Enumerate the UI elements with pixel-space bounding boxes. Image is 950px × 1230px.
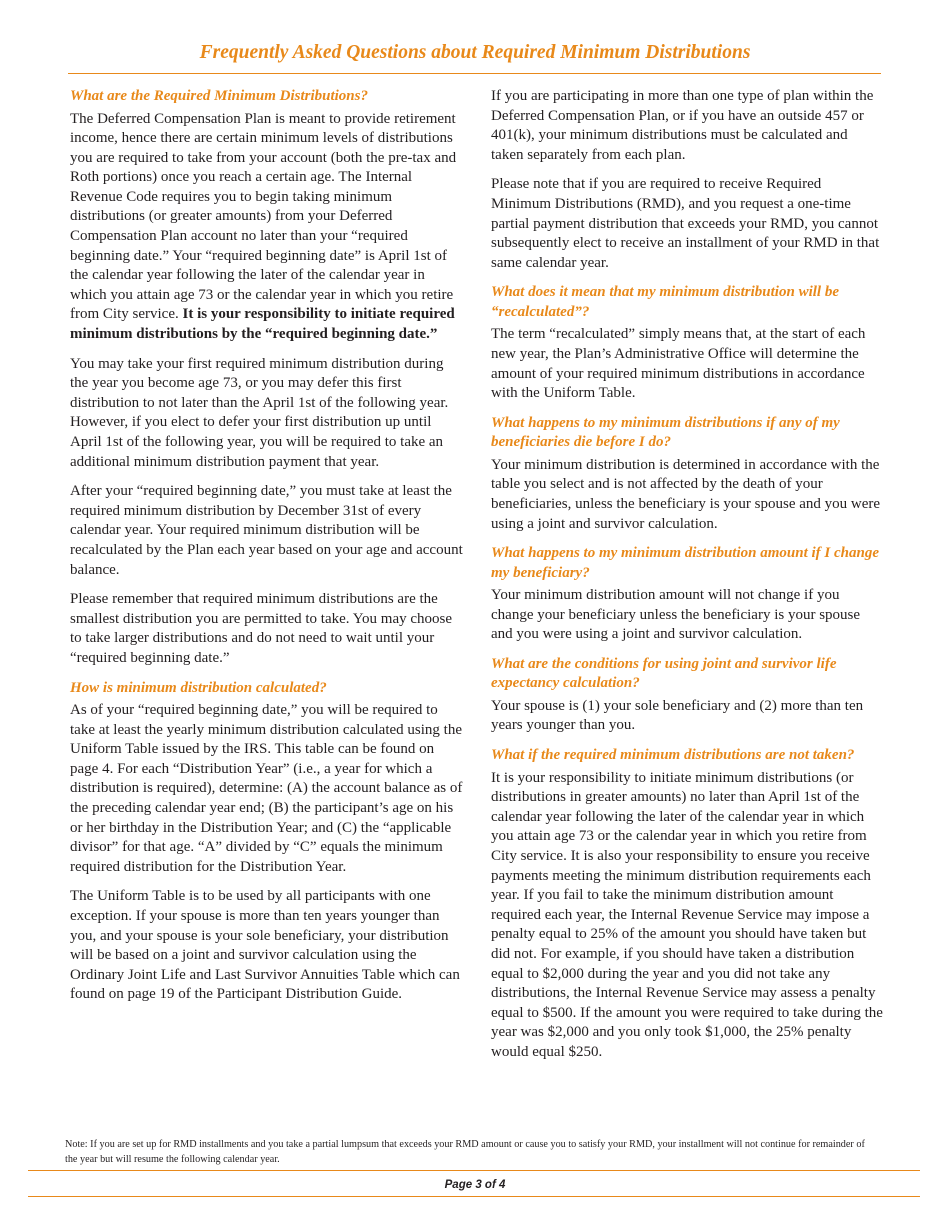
answer-paragraph: You may take your first required minimum distribution during the year you become age 73, or you may defer this first distribution to not later than the April 1st of the following year. However, if you elect to defer your first distribution up until April 1st of the following year, you will be required to take an additional minimum distribution payment that year. [70,355,449,470]
title-divider [68,73,881,74]
answer-paragraph: The Uniform Table is to be used by all participants with one exception. If your spouse is more than ten years younger than you, and your spouse is your sole beneficiary, your distribution will be based on a joint and survivor calculation using the Ordinary Joint Life and Last Survivor Annuities Table which can found on page 19 of the Participant Distribution Guide. [70,888,460,1003]
answer-text: The Deferred Compensation Plan is meant to provide retirement income, hence there are certain minimum levels of distributions you are required to take from your account (both the pre-tax and Roth portions) once you reach a certain age. The Internal Revenue Code requires you to begin taking minimum distributions (or greater amounts) from your Deferred Compensation Plan account no later than your “required beginning date.” Your “required beginning date” is April 1st of the calendar year following the later of the calendar year in which you attain age 73 or the calendar year in which you retire from City service. [70,110,457,323]
answer-paragraph: Please remember that required minimum distributions are the smallest distribution you are permitted to take. You may choose to take larger distributions and do not need to wait until your “required beginning date.” [70,591,453,666]
answer-paragraph: Your spouse is (1) your sole beneficiary and (2) more than ten years younger than you. [491,697,864,734]
right-column [491,87,883,1072]
answer-paragraph: Your minimum distribution is determined in accordance with the table you select and is not affected by the death of your beneficiaries, unless the beneficiary is your spouse and you were using a joint and survivor calculation. [491,456,881,532]
answer-paragraph: As of your “required beginning date,” you will be required to take at least the yearly minimum distribution calculated using the Uniform Table issued by the IRS. This table can be found on page 4. For each “Distribution Year” (i.e., a year for which a distribution is required), determine: (A) the account balance as of the preceding calendar year end; (B) the participant’s age on his or her birthday in the Distribution Year; and (C) the “applicable divisor” for that age. “A” divided by “C” equals the minimum required distribution for the Distribution Year. [70,702,463,875]
answer-emphasis: It is your responsibility to initiate required minimum distributions by the “required beginning date.” [70,306,455,343]
question-heading: What happens to my minimum distribution amount if I change my beneficiary? [491,545,880,581]
page-title: Frequently Asked Questions about Required Minimum Distributions [199,42,751,63]
question-heading: How is minimum distribution calculated? [70,679,327,696]
page-number: Page 3 of 4 [444,1179,506,1191]
question-heading: What happens to my minimum distributions if any of my beneficiaries die before I do? [491,414,840,451]
question-heading: What if the required minimum distributions are not taken? [491,747,855,764]
answer-paragraph: Your minimum distribution amount will not change if you change your beneficiary unless the beneficiary is your spouse and you were using a joint and survivor calculation. [491,587,861,643]
answer-paragraph [70,110,463,345]
answer-paragraph: Please note that if you are required to receive Required Minimum Distributions (RMD), and you request a one-time partial payment distribution that exceeds your RMD, you cannot subsequently elect to receive an installment of your RMD in that same calendar year. [491,176,880,271]
question-heading: What does it mean that my minimum distribution will be “recalculated”? [491,284,839,320]
footer-divider-bottom [28,1196,920,1197]
answer-paragraph: The term “recalculated” simply means that, at the start of each new year, the Plan’s Administrative Office will determine the amount of your required minimum distributions in accordance with the Uniform Table. [491,326,866,402]
question-heading: What are the conditions for using joint and survivor life expectancy calculation? [491,655,837,692]
answer-paragraph: If you are participating in more than one type of plan within the Deferred Compensation Plan, or if you have an outside 457 or 401(k), your minimum distributions must be calculated and taken separately from each plan. [491,88,874,163]
footer-divider-top [28,1170,920,1171]
left-column [70,87,463,1015]
answer-paragraph: After your “required beginning date,” you must take at least the required minimum distribution by December 31st of every calendar year. Your required minimum distribution will be recalculated by the Plan each year based on your age and account balance. [70,483,463,578]
footnote: Note: If you are set up for RMD installments and you take a partial lumpsum that exceeds your RMD amount or cause you to satisfy your RMD, your installment will not continue for remainder of the year but will resume the following calendar year. [65,1139,865,1165]
answer-paragraph: It is your responsibility to initiate minimum distributions (or distributions in greater amounts) no later than April 1st of the calendar year following the later of the calendar year in which you attain age 73 or the calendar year in which you retire from City service. It is also your responsibility to ensure you receive payments meeting the minimum distribution requirements each year. If you fail to take the minimum distribution amount required each year, the Internal Revenue Service may impose a penalty equal to 25% of the amount you should have taken but did not. For example, if you should have taken a distribution equal to $2,000 during the year and you did not take any distributions, the Internal Revenue Service may assess a penalty equal to $500. If the amount you were required to take during the year was $2,000 and you only took $1,000, the 25% penalty would equal $250. [491,769,883,1060]
question-heading: What are the Required Minimum Distributions? [70,88,368,104]
